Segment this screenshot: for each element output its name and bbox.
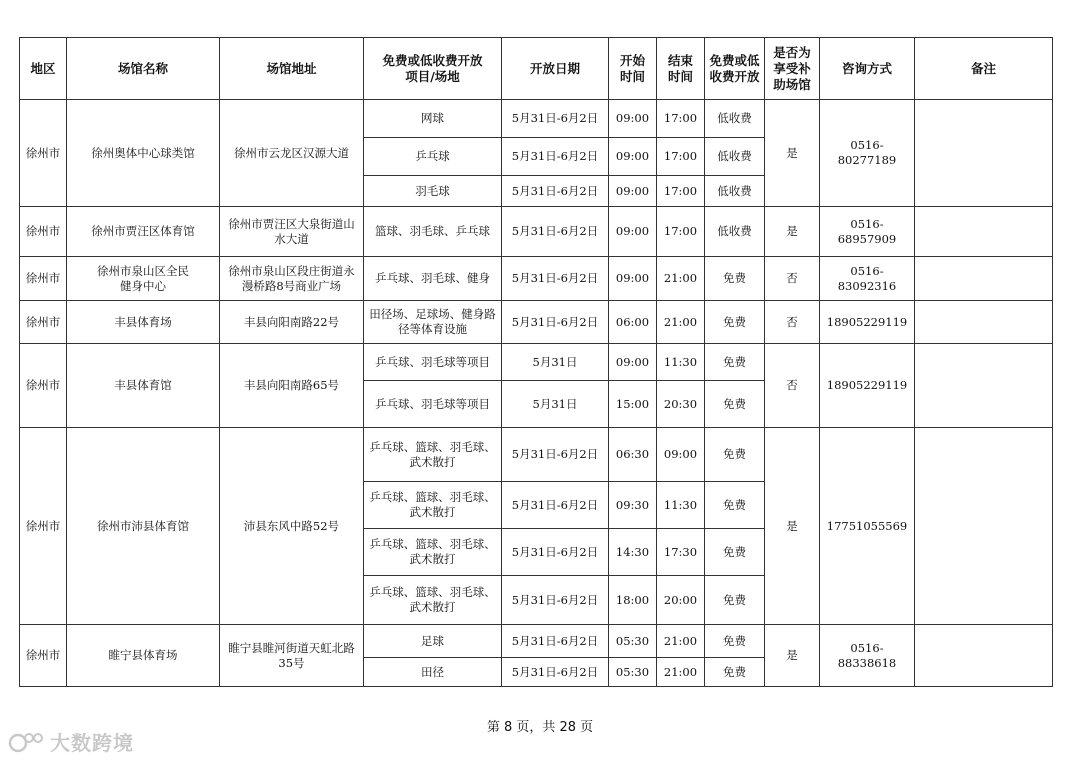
table-row bbox=[20, 428, 1053, 482]
cell-venue-name: 徐州市泉山区全民健身中心 bbox=[67, 257, 220, 301]
cell-item: 乒乓球、羽毛球等项目 bbox=[364, 381, 502, 428]
cell-subsidy: 是 bbox=[765, 625, 820, 687]
cell-end: 11:30 bbox=[657, 482, 705, 529]
cell-item: 足球 bbox=[364, 625, 502, 658]
cell-venue-address: 睢宁县睢河街道天虹北路35号 bbox=[220, 625, 364, 687]
cell-end: 20:00 bbox=[657, 576, 705, 625]
cell-start: 06:30 bbox=[609, 428, 657, 482]
cell-dates: 5月31日-6月2日 bbox=[502, 207, 609, 257]
header-fee: 免费或低收费开放 bbox=[705, 38, 765, 100]
cell-dates: 5月31日-6月2日 bbox=[502, 529, 609, 576]
cell-contact: 17751055569 bbox=[820, 428, 915, 625]
cell-region: 徐州市 bbox=[20, 428, 67, 625]
cell-fee: 免费 bbox=[705, 625, 765, 658]
cell-contact: 0516-83092316 bbox=[820, 257, 915, 301]
cell-start: 05:30 bbox=[609, 625, 657, 658]
header-venue-name: 场馆名称 bbox=[67, 38, 220, 100]
cell-item: 田径场、足球场、健身路径等体育设施 bbox=[364, 301, 502, 344]
cell-venue-name: 徐州奥体中心球类馆 bbox=[67, 100, 220, 207]
cell-end: 11:30 bbox=[657, 344, 705, 381]
cell-contact: 0516-80277189 bbox=[820, 100, 915, 207]
cell-dates: 5月31日-6月2日 bbox=[502, 176, 609, 207]
table-row bbox=[20, 625, 1053, 658]
cell-region: 徐州市 bbox=[20, 301, 67, 344]
cell-fee: 免费 bbox=[705, 257, 765, 301]
header-remark: 备注 bbox=[915, 38, 1053, 100]
cell-item: 乒乓球、羽毛球、健身 bbox=[364, 257, 502, 301]
cell-venue-address: 沛县东风中路52号 bbox=[220, 428, 364, 625]
cell-end: 21:00 bbox=[657, 257, 705, 301]
cell-dates: 5月31日 bbox=[502, 381, 609, 428]
cell-contact: 0516-88338618 bbox=[820, 625, 915, 687]
cell-dates: 5月31日-6月2日 bbox=[502, 301, 609, 344]
watermark bbox=[8, 727, 134, 756]
cell-subsidy: 是 bbox=[765, 428, 820, 625]
cell-fee: 免费 bbox=[705, 428, 765, 482]
table-header-row bbox=[20, 38, 1053, 100]
table-row bbox=[20, 257, 1053, 301]
cell-fee: 免费 bbox=[705, 344, 765, 381]
header-subsidy: 是否为享受补助场馆 bbox=[765, 38, 820, 100]
header-dates: 开放日期 bbox=[502, 38, 609, 100]
cell-fee: 低收费 bbox=[705, 100, 765, 138]
cell-region: 徐州市 bbox=[20, 625, 67, 687]
page-footer: 第 8 页，共 28 页 bbox=[486, 720, 594, 735]
header-region: 地区 bbox=[20, 38, 67, 100]
cell-venue-address: 徐州市云龙区汉源大道 bbox=[220, 100, 364, 207]
cell-end: 17:00 bbox=[657, 207, 705, 257]
cell-venue-address: 丰县向阳南路65号 bbox=[220, 344, 364, 428]
cell-remark bbox=[915, 100, 1053, 207]
cell-end: 21:00 bbox=[657, 625, 705, 658]
cell-region: 徐州市 bbox=[20, 207, 67, 257]
header-contact: 咨询方式 bbox=[820, 38, 915, 100]
header-items: 免费或低收费开放项目/场地 bbox=[364, 38, 502, 100]
cell-dates: 5月31日-6月2日 bbox=[502, 138, 609, 176]
cell-remark bbox=[915, 428, 1053, 625]
cell-start: 09:00 bbox=[609, 176, 657, 207]
cell-fee: 低收费 bbox=[705, 138, 765, 176]
cell-remark bbox=[915, 625, 1053, 687]
cell-end: 17:00 bbox=[657, 100, 705, 138]
cell-item: 乒乓球 bbox=[364, 138, 502, 176]
cell-subsidy: 否 bbox=[765, 301, 820, 344]
cell-start: 14:30 bbox=[609, 529, 657, 576]
cell-start: 09:00 bbox=[609, 138, 657, 176]
cell-subsidy: 否 bbox=[765, 344, 820, 428]
cell-end: 17:00 bbox=[657, 176, 705, 207]
cell-start: 06:00 bbox=[609, 301, 657, 344]
cell-end: 17:30 bbox=[657, 529, 705, 576]
cell-venue-address: 丰县向阳南路22号 bbox=[220, 301, 364, 344]
table-row bbox=[20, 207, 1053, 257]
cell-fee: 免费 bbox=[705, 381, 765, 428]
cell-start: 18:00 bbox=[609, 576, 657, 625]
venue-table bbox=[19, 37, 1053, 687]
cell-start: 05:30 bbox=[609, 658, 657, 687]
cell-region: 徐州市 bbox=[20, 257, 67, 301]
cell-fee: 低收费 bbox=[705, 176, 765, 207]
cell-dates: 5月31日-6月2日 bbox=[502, 428, 609, 482]
cell-fee: 免费 bbox=[705, 529, 765, 576]
cell-region: 徐州市 bbox=[20, 344, 67, 428]
cell-venue-name: 睢宁县体育场 bbox=[67, 625, 220, 687]
header-venue-address: 场馆地址 bbox=[220, 38, 364, 100]
cell-item: 网球 bbox=[364, 100, 502, 138]
table-row bbox=[20, 100, 1053, 138]
cell-dates: 5月31日-6月2日 bbox=[502, 257, 609, 301]
cell-dates: 5月31日-6月2日 bbox=[502, 482, 609, 529]
cell-end: 20:30 bbox=[657, 381, 705, 428]
cell-start: 09:00 bbox=[609, 257, 657, 301]
cell-remark bbox=[915, 257, 1053, 301]
cell-dates: 5月31日-6月2日 bbox=[502, 625, 609, 658]
cell-venue-address: 徐州市贾汪区大泉街道山水大道 bbox=[220, 207, 364, 257]
cell-item: 乒乓球、篮球、羽毛球、武术散打 bbox=[364, 428, 502, 482]
cell-contact: 18905229119 bbox=[820, 344, 915, 428]
cell-contact: 0516-68957909 bbox=[820, 207, 915, 257]
cell-venue-name: 丰县体育馆 bbox=[67, 344, 220, 428]
cell-venue-name: 丰县体育场 bbox=[67, 301, 220, 344]
cell-end: 17:00 bbox=[657, 138, 705, 176]
cell-fee: 免费 bbox=[705, 658, 765, 687]
cell-start: 09:00 bbox=[609, 207, 657, 257]
table-row bbox=[20, 344, 1053, 381]
cell-item: 乒乓球、羽毛球等项目 bbox=[364, 344, 502, 381]
cell-item: 乒乓球、篮球、羽毛球、武术散打 bbox=[364, 529, 502, 576]
cell-venue-name: 徐州市沛县体育馆 bbox=[67, 428, 220, 625]
cell-region: 徐州市 bbox=[20, 100, 67, 207]
cell-dates: 5月31日 bbox=[502, 344, 609, 381]
cell-subsidy: 是 bbox=[765, 207, 820, 257]
header-end: 结束时间 bbox=[657, 38, 705, 100]
table-row bbox=[20, 301, 1053, 344]
cell-fee: 免费 bbox=[705, 482, 765, 529]
cell-fee: 低收费 bbox=[705, 207, 765, 257]
cell-item: 田径 bbox=[364, 658, 502, 687]
cell-contact: 18905229119 bbox=[820, 301, 915, 344]
watermark-text: 大数跨境 bbox=[50, 731, 134, 755]
cell-dates: 5月31日-6月2日 bbox=[502, 658, 609, 687]
cell-end: 21:00 bbox=[657, 658, 705, 687]
cell-end: 09:00 bbox=[657, 428, 705, 482]
cell-start: 09:00 bbox=[609, 344, 657, 381]
cell-fee: 免费 bbox=[705, 576, 765, 625]
cell-venue-address: 徐州市泉山区段庄街道永漫桥路8号商业广场 bbox=[220, 257, 364, 301]
cell-remark bbox=[915, 207, 1053, 257]
cell-item: 羽毛球 bbox=[364, 176, 502, 207]
cell-item: 乒乓球、篮球、羽毛球、武术散打 bbox=[364, 482, 502, 529]
cell-item: 乒乓球、篮球、羽毛球、武术散打 bbox=[364, 576, 502, 625]
cell-venue-name: 徐州市贾汪区体育馆 bbox=[67, 207, 220, 257]
cell-fee: 免费 bbox=[705, 301, 765, 344]
cell-start: 09:00 bbox=[609, 100, 657, 138]
cell-subsidy: 是 bbox=[765, 100, 820, 207]
header-start: 开始时间 bbox=[609, 38, 657, 100]
cell-start: 09:30 bbox=[609, 482, 657, 529]
cell-remark bbox=[915, 344, 1053, 428]
cell-start: 15:00 bbox=[609, 381, 657, 428]
cell-item: 篮球、羽毛球、乒乓球 bbox=[364, 207, 502, 257]
cell-subsidy: 否 bbox=[765, 257, 820, 301]
cell-dates: 5月31日-6月2日 bbox=[502, 100, 609, 138]
cell-remark bbox=[915, 301, 1053, 344]
cell-end: 21:00 bbox=[657, 301, 705, 344]
watermark-logo-icon bbox=[8, 730, 46, 754]
cell-dates: 5月31日-6月2日 bbox=[502, 576, 609, 625]
